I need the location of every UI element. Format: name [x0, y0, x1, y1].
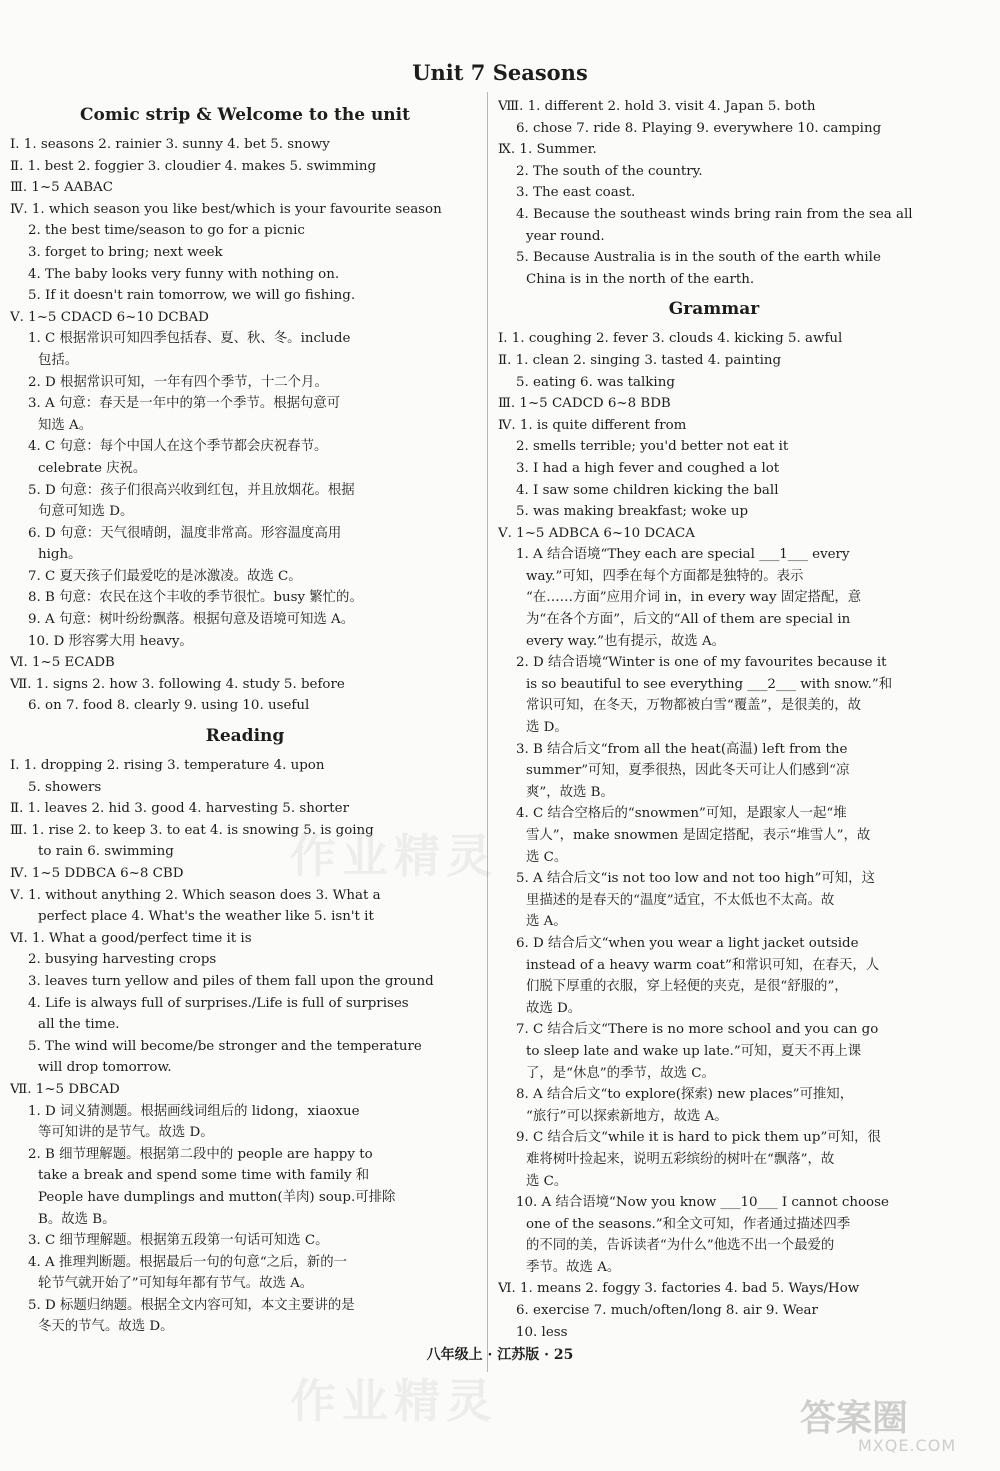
answer-line: 7. C 夏天孩子们最爱吃的是冰激凌。故选 C。 [28, 568, 302, 584]
page-title: Unit 7 Seasons [412, 60, 588, 85]
answer-line: 选 D。 [526, 720, 568, 736]
watermark-logo [790, 1390, 990, 1460]
answer-line: Ⅴ. 1~5 CDACD 6~10 DCBAD [10, 309, 209, 325]
answer-line: Ⅸ. 1. Summer. [498, 142, 597, 158]
answer-line: B。故选 B。 [38, 1211, 116, 1227]
answer-line: 5. D 句意：孩子们很高兴收到红包，并且放烟花。根据 [28, 482, 355, 498]
answer-line: 10. A 结合语境“Now you know ___10___ I cannot choose [516, 1195, 889, 1211]
answer-line: 4. C 句意：每个中国人在这个季节都会庆祝春节。 [28, 439, 328, 455]
answer-line: 里描述的是春天的“温度”适宜，不太低也不太高。故 [526, 892, 835, 908]
answer-line: 知选 A。 [38, 417, 93, 433]
answer-line: Ⅵ. 1~5 ECADB [10, 655, 115, 671]
answer-line: 常识可知，在冬天，万物都被白雪“覆盖”，是很美的，故 [526, 698, 862, 714]
answer-line: 等可知讲的是节气。故选 D。 [38, 1125, 214, 1141]
answer-line: 4. The baby looks very funny with nothing on. [28, 266, 340, 282]
answer-line: will drop tomorrow. [38, 1060, 172, 1076]
answer-line: 3. I had a high fever and coughed a lot [516, 460, 780, 476]
answer-line: 5. Because Australia is in the south of the earth while [516, 250, 881, 266]
answer-line: 2. D 结合语境“Winter is one of my favourites because it [516, 655, 887, 671]
answer-line: Ⅳ. 1~5 DDBCA 6~8 CBD [10, 866, 184, 881]
answer-line: People have dumplings and mutton(羊肉) soup.可排除 [38, 1189, 396, 1205]
answer-line: Ⅱ. 1. clean 2. singing 3. tasted 4. painting [498, 352, 782, 368]
answer-line: 季节。故选 A。 [526, 1259, 621, 1275]
answer-line: Ⅳ. 1. which season you like best/which is your favourite season [10, 201, 442, 217]
section-heading-reading: Reading [205, 726, 285, 747]
answer-line: 包括。 [38, 352, 79, 368]
answer-line: Ⅶ. 1~5 DBCAD [10, 1081, 120, 1097]
answer-line: 5. A 结合后文“is not too low and not too high”可知，这 [516, 871, 875, 887]
answer-line: 难将树叶捡起来，说明五彩缤纷的树叶在“飘落”，故 [526, 1151, 835, 1167]
answer-line: 3. C 细节理解题。根据第五段第一句话可知选 C。 [28, 1233, 329, 1249]
logo-text: 答案圈 [800, 1398, 909, 1439]
answer-line: 2. The south of the country. [516, 163, 703, 179]
answer-line: 5. eating 6. was talking [516, 374, 675, 390]
answer-line: 8. A 结合后文“to explore(探索) new places”可推知， [516, 1087, 854, 1103]
answer-line: China is in the north of the earth. [526, 271, 755, 287]
answer-line: Ⅲ. 1. rise 2. to keep 3. to eat 4. is snowing 5. is going [10, 822, 374, 838]
answer-line: perfect place 4. What's the weather like 5. isn't it [38, 909, 374, 925]
answer-line: Ⅴ. 1~5 ADBCA 6~10 DCACA [498, 525, 695, 541]
answer-line: 为“在各个方面”，后文的“All of them are special in [526, 612, 851, 628]
answer-line: 3. B 结合后文“from all the heat(高温) left from the [516, 741, 848, 757]
answer-line: Ⅳ. 1. is quite different from [498, 417, 687, 433]
answer-line: 2. D 根据常识可知，一年有四个季节，十二个月。 [28, 374, 328, 390]
answer-line: Ⅴ. 1. without anything 2. Which season does 3. What a [10, 887, 381, 903]
answer-line: year round. [526, 228, 605, 244]
page-footer: 八年级上 · 江苏版 · 25 [426, 1347, 574, 1363]
answer-block-comic [10, 134, 480, 717]
answer-line: 的不同的美，告诉读者“为什么”他选不出一个最爱的 [526, 1238, 835, 1254]
answer-line: 3. forget to bring; next week [28, 244, 223, 260]
answer-line: 选 C。 [526, 849, 568, 865]
answer-line: instead of a heavy warm coat”和常识可知，在春天，人 [526, 957, 880, 973]
answer-line: 5. was making breakfast; woke up [516, 504, 749, 520]
answer-line: 8. B 句意：农民在这个丰收的季节很忙。busy 繁忙的。 [28, 590, 363, 606]
section-heading-grammar: Grammar [668, 299, 760, 320]
answer-line: 2. smells terrible; you'd better not eat it [516, 439, 789, 455]
answer-line: 3. leaves turn yellow and piles of them fall upon the ground [28, 973, 434, 989]
answer-line: 5. If it doesn't rain tomorrow, we will go fishing. [28, 288, 356, 304]
answer-line: Ⅰ. 1. seasons 2. rainier 3. sunny 4. bet 5. snowy [10, 137, 330, 152]
answer-line: 6. chose 7. ride 8. Playing 9. everywhere 10. camping [516, 120, 882, 136]
answer-line: 了，是“休息”的季节，故选 C。 [526, 1065, 715, 1081]
answer-line: 轮节气就开始了”可知每年都有节气。故选 A。 [38, 1276, 314, 1292]
watermark-text: 作业精灵 [290, 829, 498, 883]
answer-line: 句意可知选 D。 [38, 504, 134, 520]
answer-line: 4. Life is always full of surprises./Life is full of surprises [28, 995, 409, 1011]
answer-line: Ⅵ. 1. What a good/perfect time it is [10, 930, 252, 946]
answer-line: 5. showers [28, 779, 102, 795]
answer-line: 4. I saw some children kicking the ball [516, 482, 779, 498]
answer-line: 6. D 结合后文“when you wear a light jacket outside [516, 935, 859, 951]
answer-line: 9. C 结合后文“while it is hard to pick them up”可知，很 [516, 1130, 881, 1146]
answer-line: one of the seasons.”和全文可知，作者通过描述四季 [526, 1216, 851, 1232]
answer-line: 5. The wind will become/be stronger and the temperature [28, 1038, 422, 1054]
answer-line: 雪人”，make snowmen 是固定搭配，表示“堆雪人”，故 [526, 828, 871, 843]
answer-line: 3. The east coast. [516, 185, 636, 201]
answer-line: 4. Because the southeast winds bring rain from the sea all [516, 206, 913, 222]
answer-line: high。 [38, 547, 82, 563]
answer-line: “在……方面”应用介词 in，in every way 固定搭配，意 [526, 590, 862, 606]
answer-line: summer”可知，夏季很热，因此冬天可让人们感到“凉 [526, 763, 850, 779]
answer-line: 5. D 标题归纳题。根据全文内容可知，本文主要讲的是 [28, 1297, 355, 1313]
answer-line: 6. on 7. food 8. clearly 9. using 10. useful [28, 698, 310, 714]
column-divider [487, 92, 488, 1372]
answer-line: 4. C 结合空格后的“snowmen”可知，是跟家人一起“堆 [516, 806, 847, 822]
section-heading-comic: Comic strip & Welcome to the unit [80, 105, 410, 125]
answer-line: 10. less [516, 1324, 568, 1340]
answer-line: Ⅰ. 1. dropping 2. rising 3. temperature 4. upon [10, 758, 325, 774]
answer-line: 7. C 结合后文“There is no more school and you can go [516, 1022, 879, 1038]
answer-line: 选 C。 [526, 1173, 568, 1189]
answer-line: 2. B 细节理解题。根据第二段中的 people are happy to [28, 1146, 373, 1162]
answer-line: way.”可知，四季在每个方面都是独特的。表示 [526, 568, 804, 584]
answer-line: 9. A 句意：树叶纷纷飘落。根据句意及语境可知选 A。 [28, 612, 355, 628]
answer-line: Ⅱ. 1. leaves 2. hid 3. good 4. harvesting 5. shorter [10, 801, 349, 817]
answer-line: to sleep late and wake up late.”可知，夏天不再上课 [526, 1043, 862, 1059]
answer-line: Ⅷ. 1. different 2. hold 3. visit 4. Japan 5. both [498, 99, 816, 114]
answer-block-reading-cont [498, 96, 930, 290]
answer-line: 1. C 根据常识可知四季包括春、夏、秋、冬。include [28, 331, 351, 347]
answer-line: Ⅱ. 1. best 2. foggier 3. cloudier 4. makes 5. swimming [10, 158, 377, 174]
answer-line: 6. D 句意：天气很晴朗，温度非常高。形容温度高用 [28, 525, 342, 541]
logo-url: MXQE.COM [858, 1436, 957, 1455]
answer-line: Ⅲ. 1~5 CADCD 6~8 BDB [498, 396, 671, 412]
answer-line: take a break and spend some time with family 和 [38, 1168, 370, 1184]
answer-line: 10. D 形容雾大用 heavy。 [28, 633, 193, 649]
right-column [498, 96, 930, 1343]
answer-line: is so beautiful to see everything ___2___ with snow.”和 [526, 676, 893, 692]
answer-line: 们脱下厚重的衣服，穿上轻便的夹克，是很“舒服的”， [526, 979, 848, 995]
answer-line: every way.”也有提示，故选 A。 [526, 633, 726, 649]
answer-line: 冬天的节气。故选 D。 [38, 1319, 174, 1335]
answer-line: to rain 6. swimming [38, 844, 174, 860]
answer-line: “旅行”可以探索新地方，故选 A。 [526, 1108, 728, 1124]
answer-line: Ⅵ. 1. means 2. foggy 3. factories 4. bad 5. Ways/How [498, 1281, 860, 1297]
answer-line: Ⅲ. 1~5 AABAC [10, 180, 114, 196]
answer-line: 4. A 推理判断题。根据最后一句的句意“之后，新的一 [28, 1254, 348, 1270]
answer-line: Ⅶ. 1. signs 2. how 3. following 4. study 5. before [10, 676, 345, 692]
answer-line: 1. A 结合语境“They each are special ___1___ every [516, 547, 850, 563]
answer-line: 2. busying harvesting crops [28, 952, 217, 968]
watermark-text-bottom: 作业精灵 [290, 1374, 498, 1428]
answer-line: 爽”，故选 B。 [526, 784, 614, 800]
answer-line: celebrate 庆祝。 [38, 460, 147, 476]
answer-line: 1. D 词义猜测题。根据画线词组后的 lidong，xiaoxue [28, 1103, 360, 1119]
answer-line: 2. the best time/season to go for a picnic [28, 223, 305, 239]
answer-block-grammar [498, 328, 930, 1343]
answer-line: 6. exercise 7. much/often/long 8. air 9. Wear [516, 1303, 818, 1319]
answer-line: 选 A。 [526, 914, 567, 930]
left-column [10, 96, 480, 1338]
answer-line: 3. A 句意：春天是一年中的第一个季节。根据句意可 [28, 396, 341, 412]
answer-line: 故选 D。 [526, 1000, 582, 1016]
answer-line: Ⅰ. 1. coughing 2. fever 3. clouds 4. kicking 5. awful [498, 331, 843, 347]
answer-line: all the time. [38, 1017, 120, 1033]
